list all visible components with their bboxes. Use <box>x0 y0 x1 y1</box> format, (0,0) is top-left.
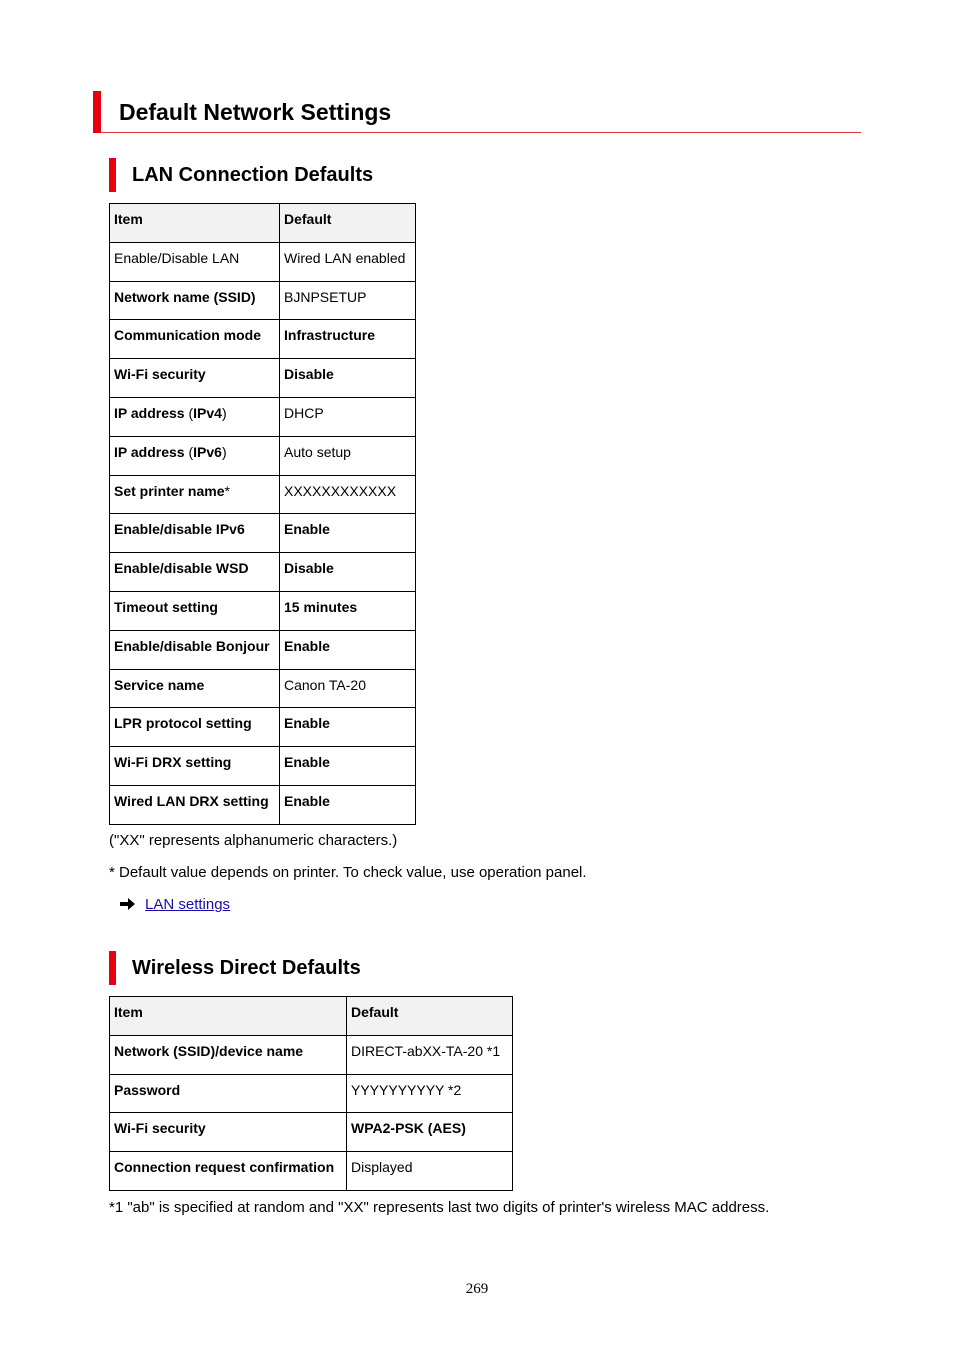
table-row <box>110 475 416 514</box>
header-item: Item <box>110 997 347 1036</box>
row-default: Wired LAN enabled <box>280 242 416 281</box>
table-row <box>110 1035 513 1074</box>
row-item: LPR protocol setting <box>110 708 280 747</box>
table-row <box>110 747 416 786</box>
row-default: Displayed <box>347 1152 513 1191</box>
row-default: XXXXXXXXXXXX <box>280 475 416 514</box>
header-default: Default <box>280 204 416 243</box>
item-main: Set printer name <box>114 482 225 499</box>
section-accent-bar <box>109 951 116 985</box>
table-row <box>110 514 416 553</box>
table-row <box>110 1113 513 1152</box>
table-row <box>110 1152 513 1191</box>
row-item: Enable/Disable LAN <box>110 242 280 281</box>
table-row <box>110 708 416 747</box>
table-row <box>110 436 416 475</box>
table-row <box>110 359 416 398</box>
item-main: IP address <box>114 443 185 460</box>
table-header-row <box>110 997 513 1036</box>
row-default: Auto setup <box>280 436 416 475</box>
lan-heading-text: LAN Connection Defaults <box>132 164 374 186</box>
table-header-row <box>110 204 416 243</box>
lan-settings-link[interactable]: LAN settings <box>145 896 231 913</box>
table-row <box>110 630 416 669</box>
item-paren-value: IPv4 <box>193 404 222 421</box>
row-item: Password <box>110 1074 347 1113</box>
row-default: YYYYYYYYYY *2 <box>347 1074 513 1113</box>
item-paren-close: ) <box>221 443 227 460</box>
item-asterisk: * <box>224 482 230 499</box>
table-row <box>110 397 416 436</box>
row-default: DIRECT-abXX-TA-20 *1 <box>347 1035 513 1074</box>
row-item: Network (SSID)/device name <box>110 1035 347 1074</box>
table-row <box>110 785 416 824</box>
row-item: Service name <box>110 669 280 708</box>
row-item <box>110 397 280 436</box>
row-default: DHCP <box>280 397 416 436</box>
title-accent-bar <box>93 91 101 133</box>
section-accent-bar <box>109 158 116 192</box>
row-default: Enable <box>280 630 416 669</box>
item-paren-value: IPv6 <box>193 443 222 460</box>
lan-settings-link-row <box>120 895 230 915</box>
lan-note-default-value: * Default value depends on printer. To check value, use operation panel. <box>109 864 587 881</box>
right-arrow-icon <box>120 895 136 915</box>
row-default: Disable <box>280 553 416 592</box>
table-row <box>110 591 416 630</box>
table-row <box>110 281 416 320</box>
lan-defaults-table <box>109 203 416 825</box>
row-item: Wi-Fi DRX setting <box>110 747 280 786</box>
row-item <box>110 436 280 475</box>
wireless-note-ab: *1 "ab" is specified at random and "XX" represents last two digits of printer's wireless MAC address. <box>109 1199 770 1216</box>
lan-note-alphanumeric: ("XX" represents alphanumeric characters.) <box>109 832 398 849</box>
row-item: Communication mode <box>110 320 280 359</box>
row-default: Enable <box>280 708 416 747</box>
row-item: Enable/disable IPv6 <box>110 514 280 553</box>
item-paren-open: ( <box>184 443 194 460</box>
row-default: 15 minutes <box>280 591 416 630</box>
table-row <box>110 669 416 708</box>
table-row <box>110 1074 513 1113</box>
page-number: 269 <box>465 1281 489 1297</box>
page-title-text: Default Network Settings <box>119 99 392 125</box>
table-row <box>110 553 416 592</box>
row-default: Enable <box>280 514 416 553</box>
row-default: WPA2-PSK (AES) <box>347 1113 513 1152</box>
row-item: Enable/disable Bonjour <box>110 630 280 669</box>
item-paren-open: ( <box>184 404 194 421</box>
row-item: Enable/disable WSD <box>110 553 280 592</box>
row-item: Connection request confirmation <box>110 1152 347 1191</box>
row-default: Enable <box>280 747 416 786</box>
row-default: BJNPSETUP <box>280 281 416 320</box>
row-item: Network name (SSID) <box>110 281 280 320</box>
page-title <box>93 91 861 133</box>
item-paren-close: ) <box>221 404 227 421</box>
row-default: Disable <box>280 359 416 398</box>
row-default: Infrastructure <box>280 320 416 359</box>
row-item: Wired LAN DRX setting <box>110 785 280 824</box>
row-default: Canon TA-20 <box>280 669 416 708</box>
row-item: Timeout setting <box>110 591 280 630</box>
header-default: Default <box>347 997 513 1036</box>
row-item: Wi-Fi security <box>110 359 280 398</box>
wireless-heading-text: Wireless Direct Defaults <box>132 957 361 979</box>
row-item <box>110 475 280 514</box>
table-row <box>110 242 416 281</box>
row-default: Enable <box>280 785 416 824</box>
row-item: Wi-Fi security <box>110 1113 347 1152</box>
header-item: Item <box>110 204 280 243</box>
item-main: IP address <box>114 404 185 421</box>
wireless-defaults-table <box>109 996 513 1191</box>
table-row <box>110 320 416 359</box>
